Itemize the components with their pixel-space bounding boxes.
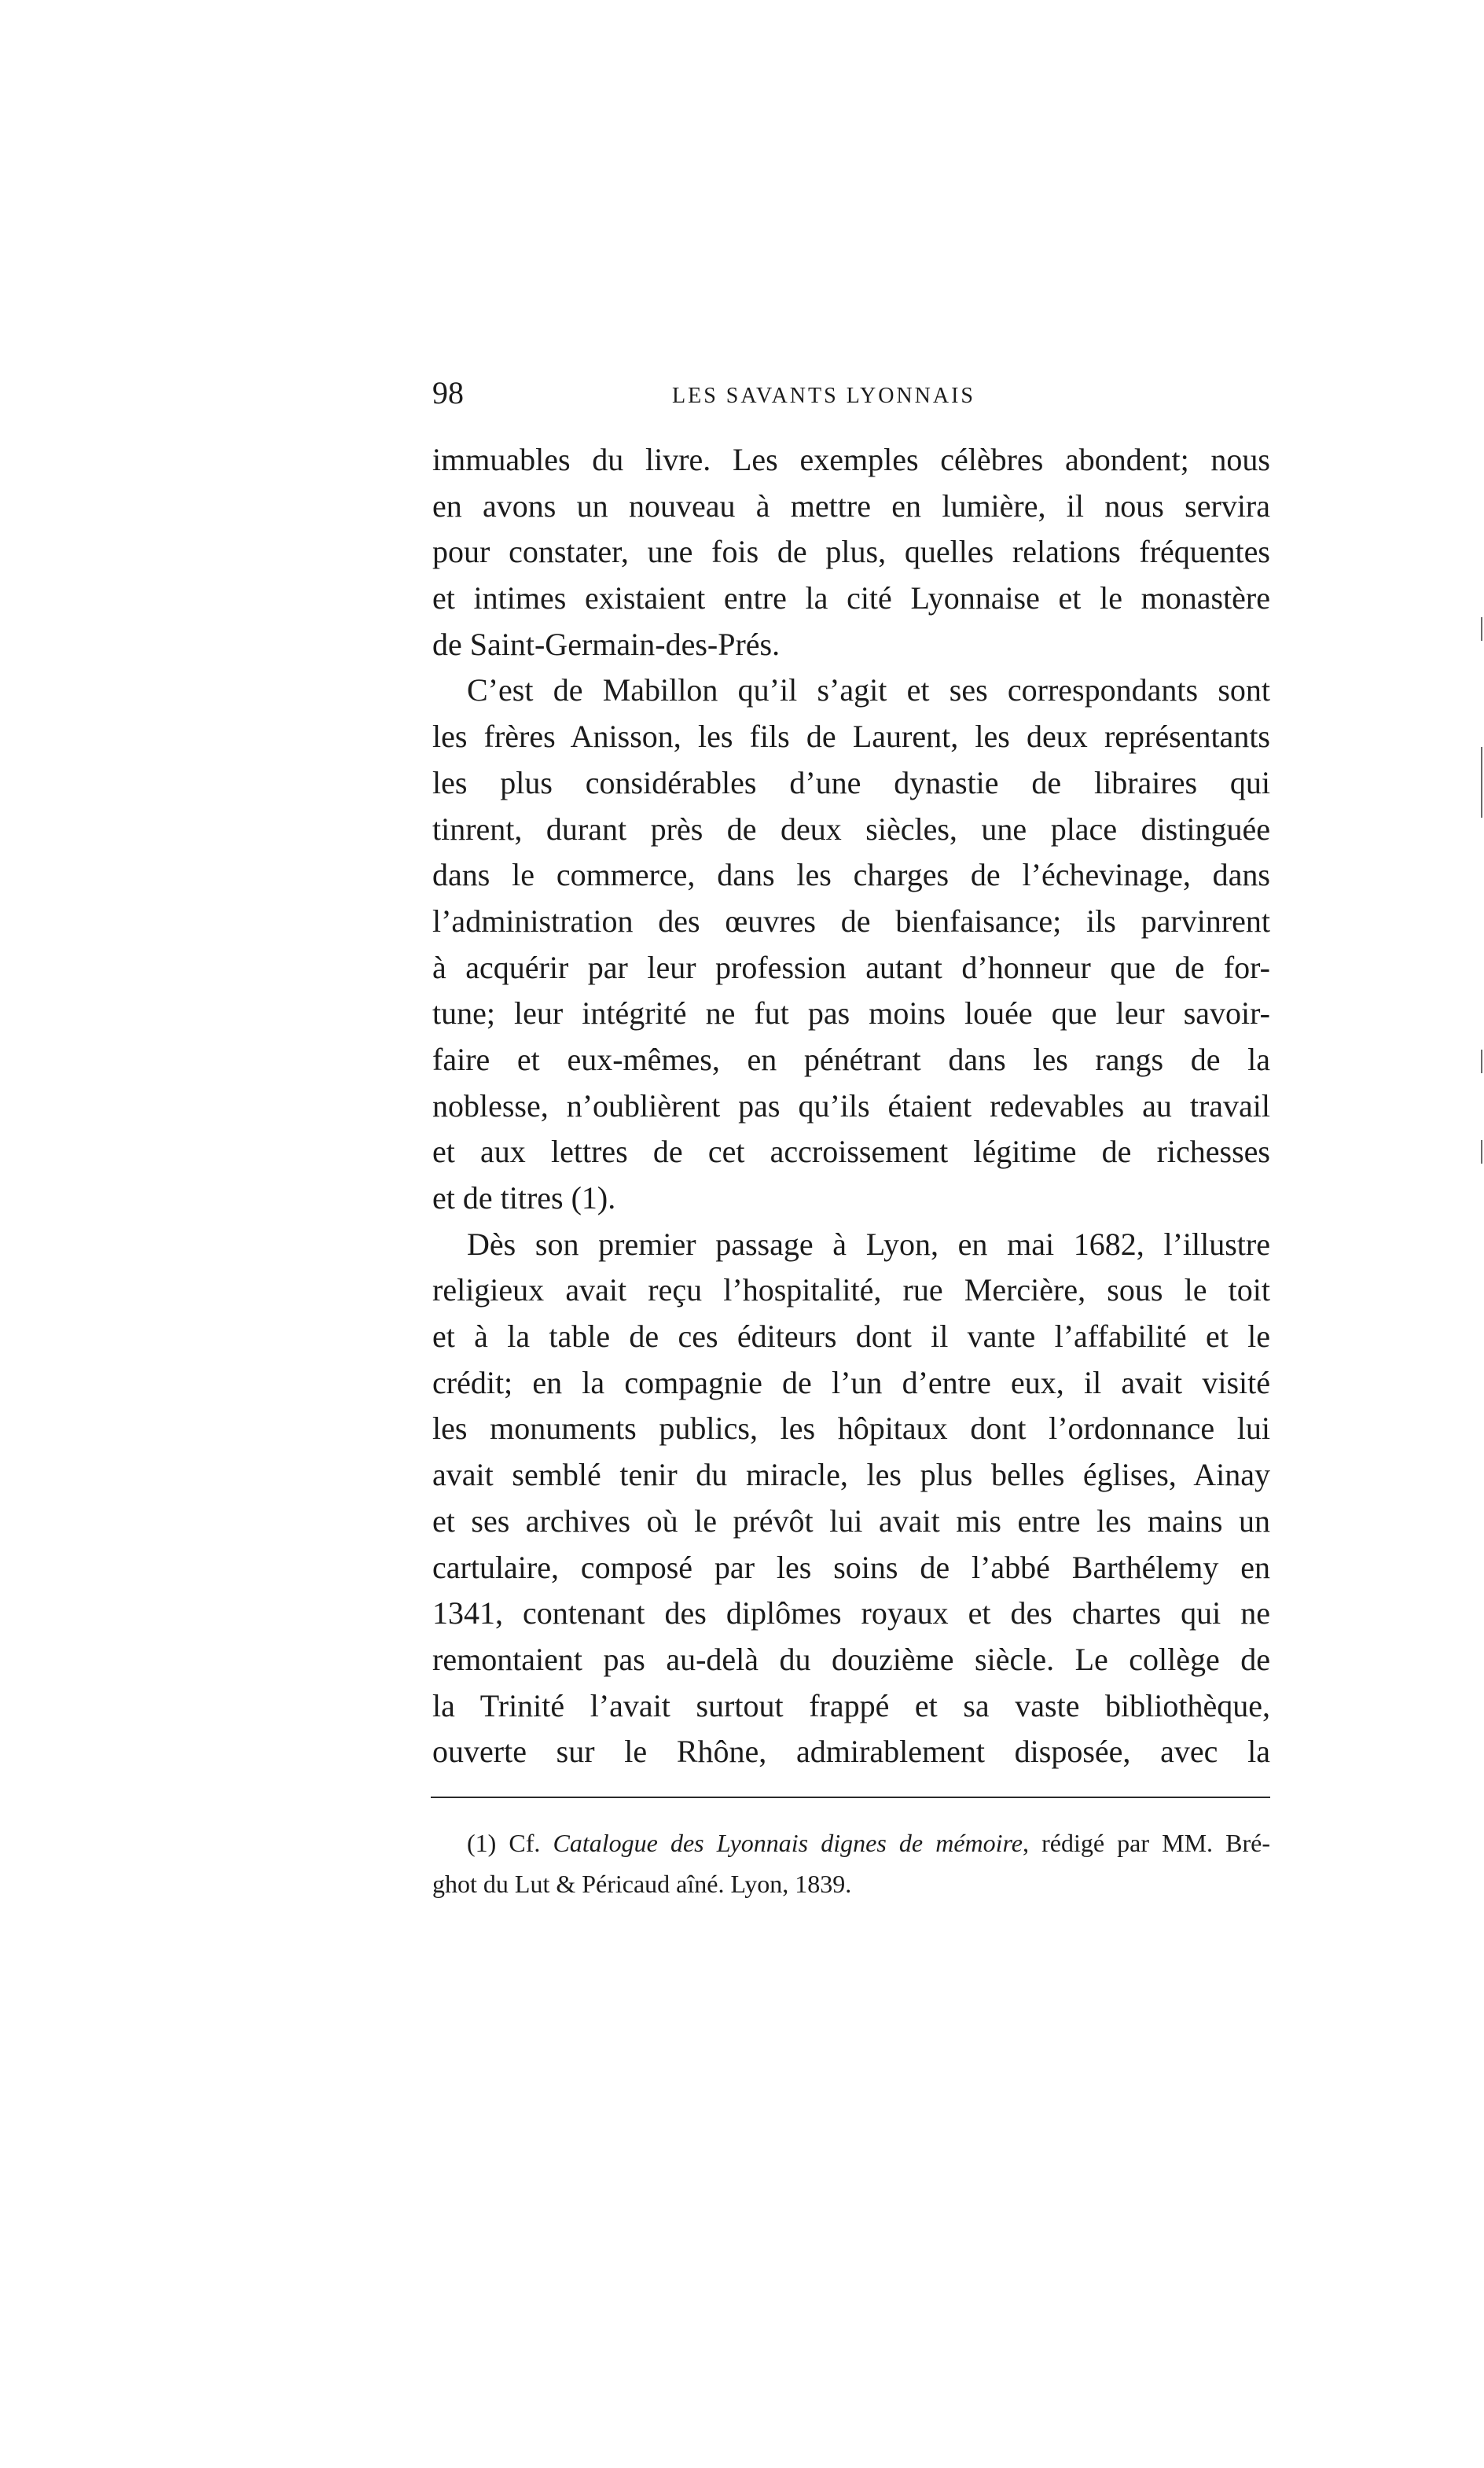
text-line: crédit; en la compagnie de l’un d’entre eux, il avait visité: [432, 1364, 1270, 1400]
text-line: dans le commerce, dans les charges de l’échevinage, dans: [432, 857, 1270, 893]
footnote-text: , rédigé par MM. Bré-: [1022, 1829, 1270, 1857]
footnote-divider: [431, 1797, 1270, 1798]
scan-mark: [1481, 1050, 1482, 1073]
page-header: [432, 370, 1273, 417]
text-line: tinrent, durant près de deux siècles, une place distinguée: [432, 811, 1270, 847]
footnote: [432, 1822, 1270, 1904]
text-line: noblesse, n’oublièrent pas qu’ils étaient redevables au travail: [432, 1087, 1270, 1124]
scan-mark: [1481, 747, 1482, 818]
text-line: en avons un nouveau à mettre en lumière, il nous servira: [432, 487, 1270, 524]
text-line: et à la table de ces éditeurs dont il vante l’affabilité et le: [432, 1319, 1270, 1355]
text-line: et ses archives où le prévôt lui avait mis entre les mains un: [432, 1503, 1270, 1539]
text-line: immuables du livre. Les exemples célèbres abondent; nous: [432, 442, 1270, 477]
text-line: religieux avait reçu l’hospitalité, rue Mercière, sous le toit: [432, 1272, 1270, 1308]
footnote-marker: (1) Cf.: [467, 1829, 553, 1857]
text-line: cartulaire, composé par les soins de l’abbé Barthélemy en: [432, 1549, 1270, 1585]
text-line: tune; leur intégrité ne fut pas moins louée que leur savoir-: [432, 995, 1270, 1032]
scan-mark: [1481, 1140, 1482, 1164]
text-line: 1341, contenant des diplômes royaux et des chartes qui ne: [432, 1595, 1270, 1631]
text-line: les plus considérables d’une dynastie de libraires qui: [432, 764, 1270, 800]
footnote-title: Catalogue des Lyonnais dignes de mémoire: [553, 1829, 1023, 1857]
text-line: à acquérir par leur profession autant d’honneur que de for-: [432, 949, 1270, 985]
text-line: de Saint-Germain-des-Prés.: [432, 626, 781, 662]
text-line: remontaient pas au-delà du douzième siècle. Le collège de: [432, 1641, 1270, 1677]
text-line: les monuments publics, les hôpitaux dont l’ordonnance lui: [432, 1411, 1270, 1447]
text-line: l’administration des œuvres de bienfaisance; ils parvinrent: [432, 903, 1270, 939]
text-line: C’est de Mabillon qu’il s’agit et ses correspondants sont: [467, 672, 1270, 708]
text-line: la Trinité l’avait surtout frappé et sa vaste bibliothèque,: [432, 1687, 1270, 1723]
body-text: [432, 437, 1270, 1775]
text-line: ouverte sur le Rhône, admirablement disposée, avec la: [432, 1734, 1270, 1770]
running-head: LES SAVANTS LYONNAIS: [672, 384, 975, 408]
page-number: 98: [432, 375, 464, 410]
footnote-line: [432, 1822, 1270, 1863]
text-line: pour constater, une fois de plus, quelles relations fréquentes: [432, 534, 1270, 570]
text-line: et de titres (1).: [432, 1180, 616, 1216]
footnote-line: ghot du Lut & Péricaud aîné. Lyon, 1839.: [432, 1870, 852, 1898]
text-line: Dès son premier passage à Lyon, en mai 1682, l’illustre: [467, 1226, 1270, 1262]
text-line: avait semblé tenir du miracle, les plus belles églises, Ainay: [432, 1457, 1270, 1493]
text-line: et aux lettres de cet accroissement légitime de richesses: [432, 1134, 1270, 1170]
text-line: les frères Anisson, les fils de Laurent, les deux représentants: [432, 719, 1270, 755]
text-line: et intimes existaient entre la cité Lyonnaise et le monastère: [432, 580, 1270, 616]
scan-mark: [1481, 617, 1482, 641]
text-line: faire et eux-mêmes, en pénétrant dans les rangs de la: [432, 1041, 1270, 1077]
